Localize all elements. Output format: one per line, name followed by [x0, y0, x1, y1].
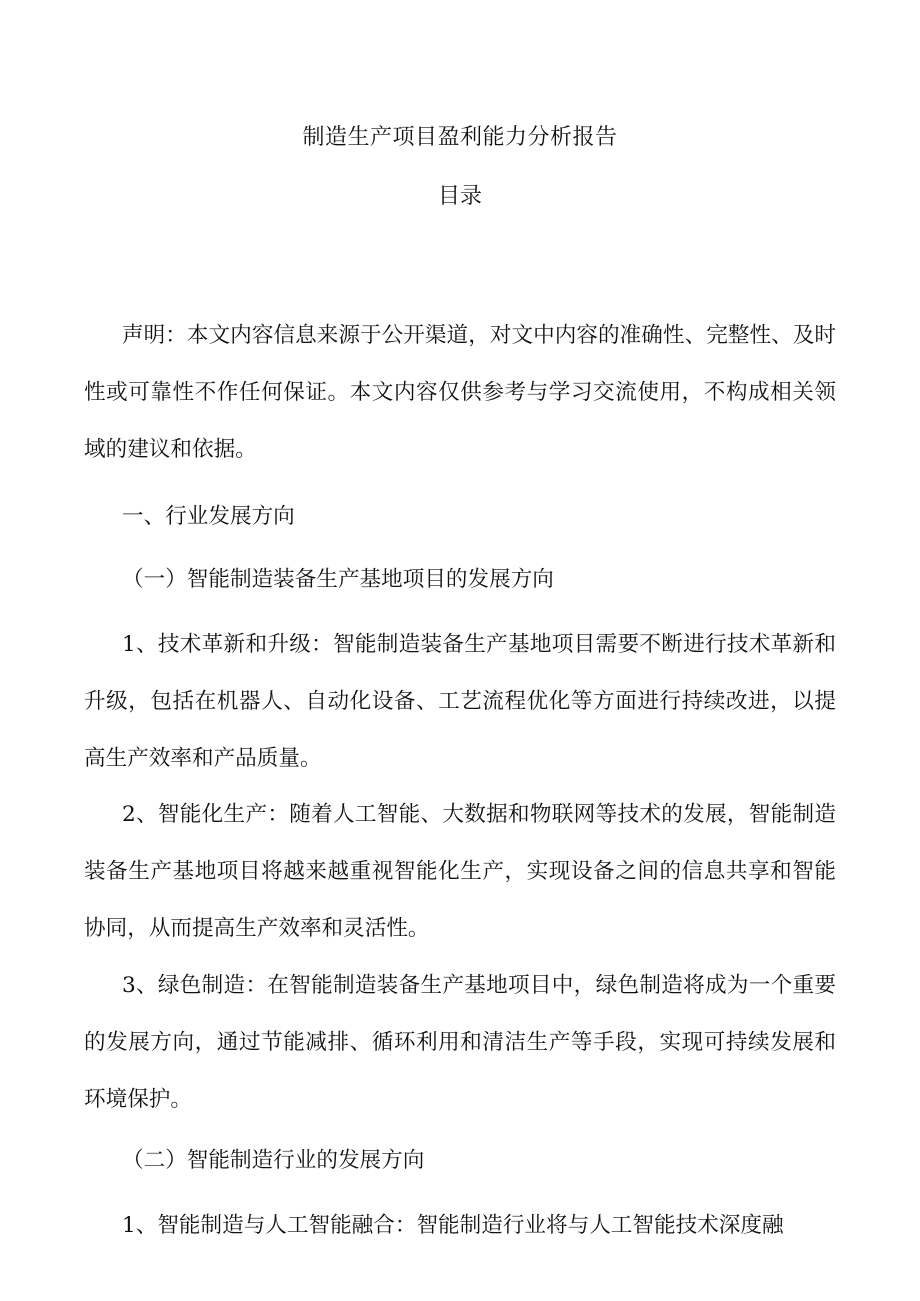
disclaimer-paragraph: 声明：本文内容信息来源于公开渠道，对文中内容的准确性、完整性、及时性或可靠性不作任何保证。本文内容仅供参考与学习交流使用，不构成相关领域的建议和依据。 [84, 323, 836, 462]
subsection-heading-1: （一）智能制造装备生产基地项目的发展方向 [122, 567, 554, 592]
body-paragraph: 3、绿色制造：在智能制造装备生产基地项目中，绿色制造将成为一个重要的发展方向，通过节能减排、循环利用和清洁生产等手段，实现可持续发展和环境保护。 [84, 973, 836, 1112]
body-paragraph: 1、智能制造与人工智能融合：智能制造行业将与人工智能技术深度融 [122, 1213, 784, 1238]
document-title: 制造生产项目盈利能力分析报告 [302, 125, 618, 150]
section-heading-1: 一、行业发展方向 [122, 504, 295, 529]
body-paragraph: 2、智能化生产：随着人工智能、大数据和物联网等技术的发展，智能制造装备生产基地项目将越来越重视智能化生产，实现设备之间的信息共享和智能协同，从而提高生产效率和灵活性。 [84, 802, 836, 941]
subsection-heading-2: （二）智能制造行业的发展方向 [122, 1148, 425, 1173]
toc-label: 目录 [437, 184, 482, 209]
body-paragraph: 1、技术革新和升级：智能制造装备生产基地项目需要不断进行技术革新和升级，包括在机器人、自动化设备、工艺流程优化等方面进行持续改进，以提高生产效率和产品质量。 [84, 632, 836, 771]
